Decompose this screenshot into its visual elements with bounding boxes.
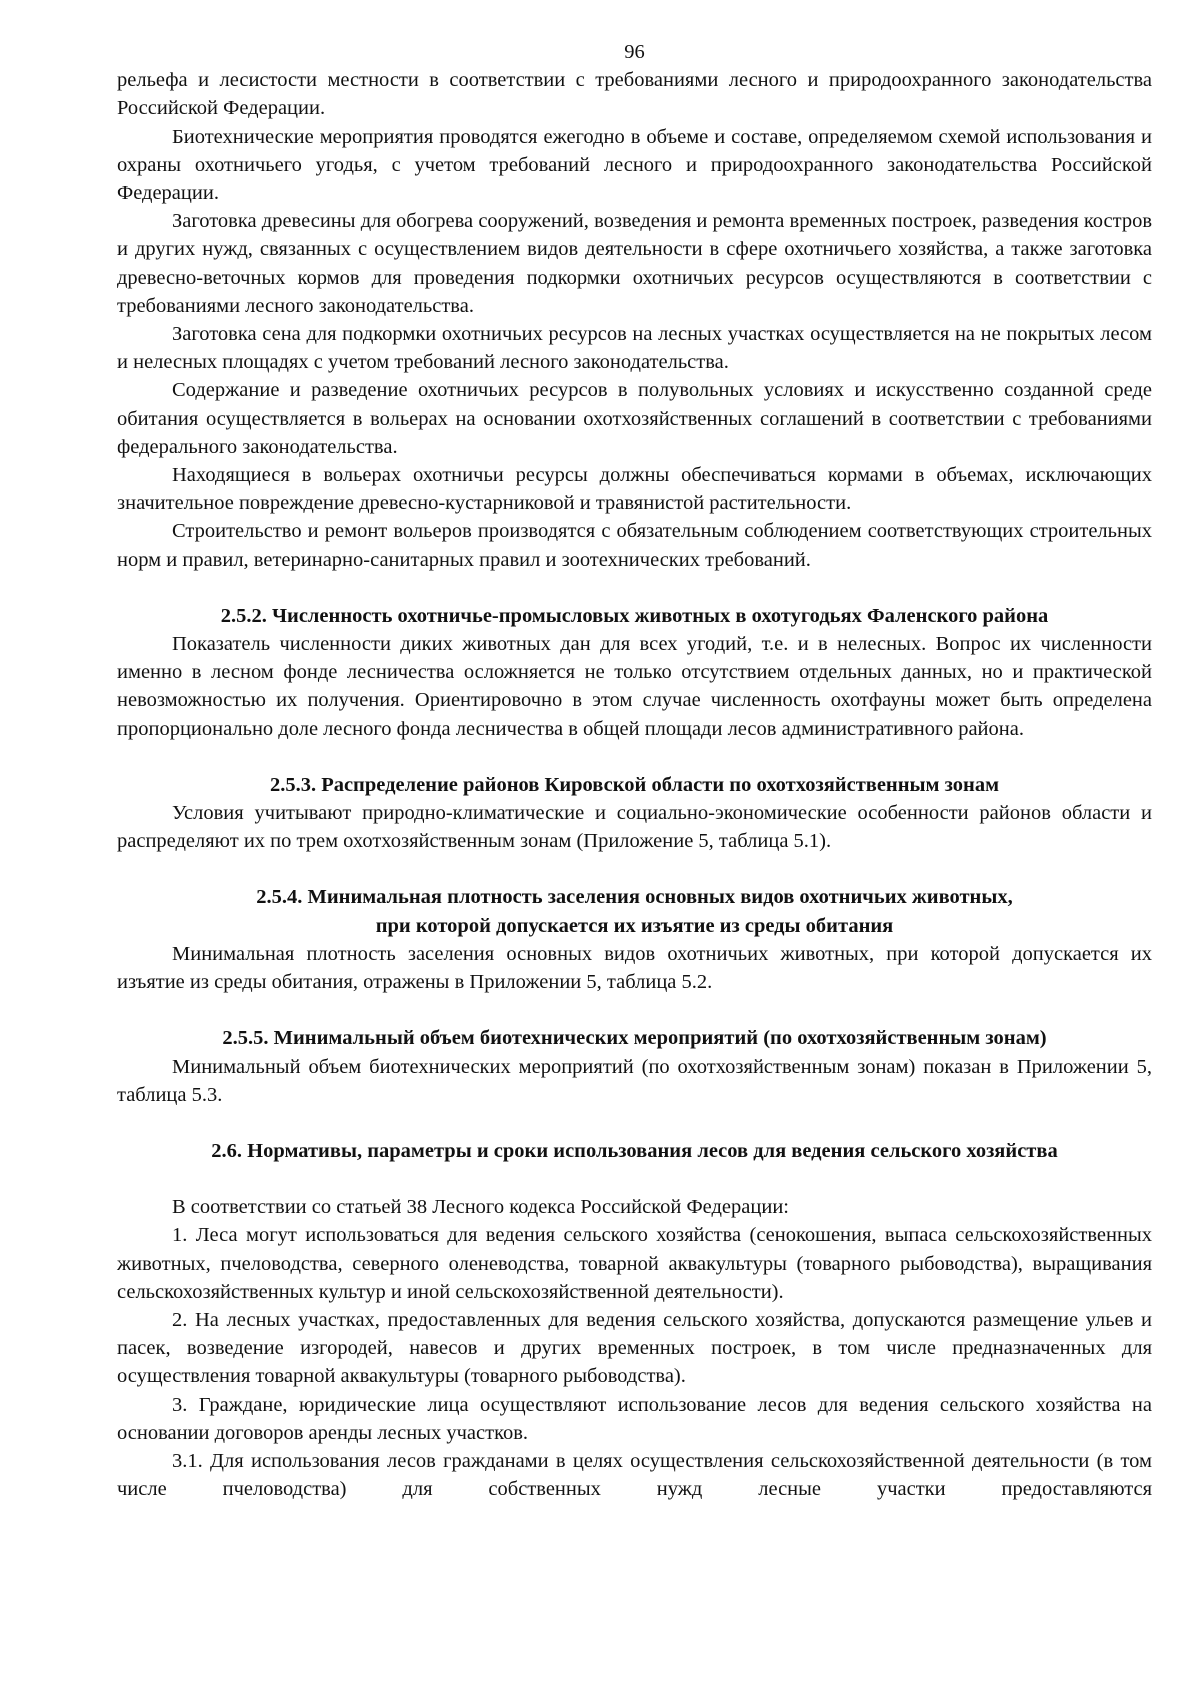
document-page: [117, 38, 1152, 1503]
paragraph: 2. На лесных участках, предоставленных для ведения сельского хозяйства, допускаются размещение ульев и пасек, возведение изгородей, навесов и других временных построек, в том числе предназначенных для осуществления товарной аквакультуры (товарного рыбоводства).: [117, 1308, 1152, 1388]
paragraph: В соответствии со статьей 38 Лесного кодекса Российской Федерации:: [172, 1196, 789, 1219]
section-heading-2-5-5: 2.5.5. Минимальный объем биотехнических мероприятий (по охотхозяйственным зонам): [222, 1027, 1047, 1050]
section-heading-2-5-3: 2.5.3. Распределение районов Кировской области по охотхозяйственным зонам: [269, 773, 1000, 796]
paragraph: 3. Граждане, юридические лица осуществляют использование лесов для ведения сельского хозяйства на основании договоров аренды лесных участков.: [117, 1393, 1152, 1444]
paragraph: 1. Леса могут использоваться для ведения сельского хозяйства (сенокошения, выпаса сельскохозяйственных животных, пчеловодства, северного оленеводства, товарной аквакультуры (товарного рыбоводства), выращивания сельскохозяйственных культур и иной сельскохозяйственной деятельности).: [117, 1224, 1152, 1303]
paragraph: Минимальный объем биотехнических мероприятий (по охотхозяйственным зонам) показан в Приложении 5, таблица 5.3.: [117, 1055, 1152, 1106]
paragraph: Биотехнические мероприятия проводятся ежегодно в объеме и составе, определяемом схемой использования и охраны охотничьего угодья, с учетом требований лесного и природоохранного законодательства Российской Федерации.: [117, 125, 1152, 205]
paragraph: Заготовка сена для подкормки охотничьих ресурсов на лесных участках осуществляется на не покрытых лесом и нелесных площадях с учетом требований лесного законодательства.: [117, 323, 1152, 374]
paragraph: Показатель численности диких животных дан для всех угодий, т.е. и в нелесных. Вопрос их численности именно в лесном фонде лесничества осложняется не только отсутствием отдельных данных, но и практической невозможностью их получения. Ориентировочно в этом случае численность охотфауны может быть определена пропорционально доле лесного фонда лесничества в общей площади лесов административного района.: [117, 633, 1152, 740]
paragraph: Содержание и разведение охотничьих ресурсов в полувольных условиях и искусственно созданной среде обитания осуществляется в вольерах на основании охотхозяйственных соглашений в соответствии с требованиями федерального законодательства.: [117, 379, 1152, 458]
section-heading-line: при которой допускается их изъятие из среды обитания: [375, 914, 894, 937]
paragraph: рельефа и лесистости местности в соответствии с требованиями лесного и природоохранного законодательства Российской Федерации.: [117, 69, 1152, 120]
paragraph: Заготовка древесины для обогрева сооружений, возведения и ремонта временных построек, разведения костров и других нужд, связанных с осуществлением видов деятельности в сфере охотничьего хозяйства, а также заготовка древесно-веточных кормов для проведения подкормки охотничьих ресурсов осуществляются в соответствии с требованиями лесного законодательства.: [117, 210, 1152, 317]
paragraph: Минимальная плотность заселения основных видов охотничьих животных, при которой допускается их изъятие из среды обитания, отражены в Приложении 5, таблица 5.2.: [117, 942, 1152, 994]
page-number: 96: [624, 41, 645, 63]
paragraph: Находящиеся в вольерах охотничьи ресурсы должны обеспечиваться кормами в объемах, исключающих значительное повреждение древесно-кустарниковой и травянистой растительности.: [117, 464, 1152, 515]
section-heading-2-5-2: 2.5.2. Численность охотничье-промысловых животных в охотугодьях Фаленского района: [220, 604, 1049, 627]
paragraph: Строительство и ремонт вольеров производятся с обязательным соблюдением соответствующих строительных норм и правил, ветеринарно-санитарных правил и зоотехнических требований.: [117, 520, 1152, 571]
section-heading-2-5-4: [117, 883, 1152, 939]
section-heading-2-6: 2.6. Нормативы, параметры и сроки использования лесов для ведения сельского хозяйства: [211, 1139, 1058, 1162]
paragraph: 3.1. Для использования лесов гражданами в целях осуществления сельскохозяйственной деятельности (в том числе пчеловодства) для собственных нужд лесные участки предоставляются: [117, 1449, 1152, 1501]
section-heading-line: 2.5.4. Минимальная плотность заселения основных видов охотничьих животных,: [256, 886, 1013, 909]
paragraph: Условия учитывают природно-климатические и социально-экономические особенности районов области и распределяют их по трем охотхозяйственным зонам (Приложение 5, таблица 5.1).: [117, 802, 1152, 853]
